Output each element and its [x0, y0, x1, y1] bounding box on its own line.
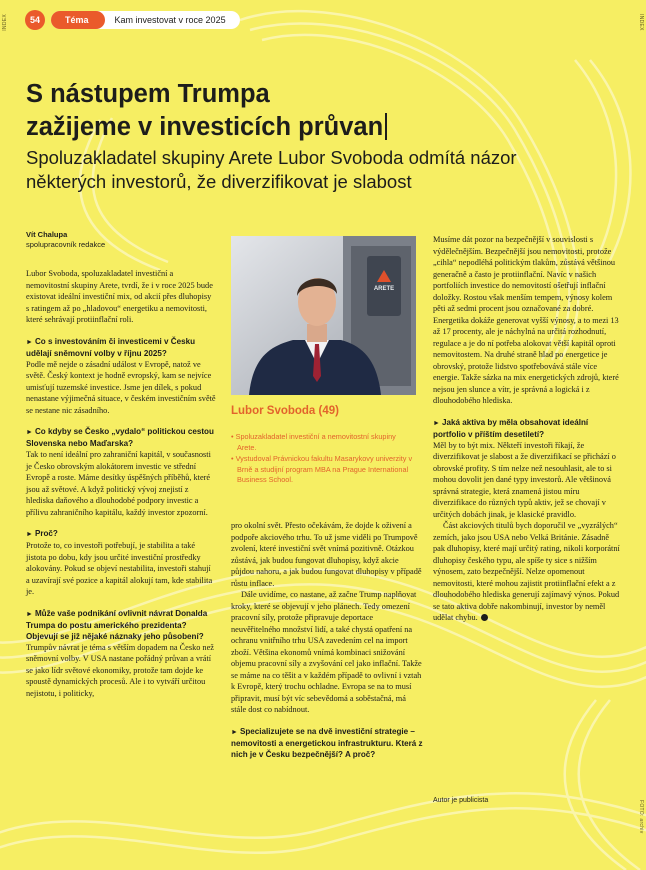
question: ► Proč? — [26, 529, 58, 538]
answer: Podle mě nejde o zásadní událost v Evropě, natož ve světě. Český kontext je hodně evropský, kam se nejvíce umisťují tuzemské investice. Jsme jen dílek, s pokud nenastane výjimečná situace, v českém investičním světě se nestane nic zásadního. — [26, 359, 216, 415]
portrait-photo — [231, 236, 416, 395]
author-role: spolupracovník redakce — [26, 240, 106, 249]
question: ► Co kdyby se Česko „vydalo“ politickou cestou Slovenska nebo Maďarska? — [26, 427, 214, 448]
arrow-icon: ► — [26, 429, 33, 436]
building-sign-text: ARETE — [373, 286, 395, 292]
answer: Musíme dát pozor na bezpečnější v souvislosti s výdělečnějším. Bezpečnější jsou nemovitosti, protože „cihla“ nepodléhá politickým tlakům, zůstává většinou generačně a často je protiinflační. Navíc v našich portfoliích investice do nemovitostí ošetřují inflační doložky. Rostou však menším tempem, výnosy kolem pěti až sedmi procent jsou označované za dobré. Energetika dokáže generovat vyšší výnosy, a to mezi 13 až 17 procenty, ale je náchylná na určitá rozhodnutí, regulace a je do ní potřeba alokovat větší kapitál oproti nemovitostem. Na druhé straně hlad po energetice je obrovský, protože lidstvo spotřebovává stále více energie. Takže sázka na mix energetických zdrojů, které nejsou jen slunce a vítr, je správná a logická i z dlouhodobého hlediska. — [433, 235, 619, 405]
headline-line-2: zažijeme v investicích průvan — [26, 113, 384, 141]
author-note: Autor je publicista — [433, 797, 489, 804]
paragraph: Dále uvidíme, co nastane, až začne Trump naplňovat kroky, které se objevují v jeho plánech. Tedy omezení pracovní síly, protože připravuje deportace neuvěřitelného množství lidí, a také chystá opatření na ochranu vnitřního trhu USA zavedením cel na import zboží. Většina ekonomů vnímá kombinaci snižování objemu pracovní síly a zvyšování cel jako inflační. Takže se máme na co těšit a v každém případě to ovlivní i vztah k Evropě, který trochu ochladne. Evropa se na to musí připravit, musí být víc sebevědomá a soběstačná, má stále dost co nabídnout. — [231, 590, 422, 714]
answer: Trumpův návrat je téma s větším dopadem na Česko než sněmovní volby. V USA nastane pořádný průvan a vrátí se jako lídr světové ekonomiky, protože tam dojde ke spoustě dynamických procesů. Ale i to vytváří určitou nejistotu, i politicky, — [26, 642, 214, 698]
arrow-icon: ► — [433, 419, 440, 427]
topic-label: Kam investovat v roce 2025 — [114, 15, 226, 25]
author-name: Vít Chalupa — [26, 230, 68, 239]
question: ► Může vaše podnikání ovlivnit návrat Donalda Trumpa do postu amerického prezidenta? Objevují se již nějaké náznaky jeho působení? — [26, 608, 208, 641]
answer: Tak to není ideální pro zahraniční kapitál, v současnosti je Česko obrovským alokátorem investic ve střední Evropě a roste. Máme desítky úspěšných příběhů, které jsou až světové. A když politický vývoj znejistí z hlediska daňového a dlouhodobé podpory investic a přílivu zahraničního kapitálu, každý investor zpozorní. — [26, 450, 211, 517]
answer: Měl by to být mix. Někteří investoři říkají, že diverzifikovat je slabost a že diverzifikací se přichází o obrovské profity. S tím nelze než nesouhlasit, ale to si mohou dovolit jen dané typy investorů. Ale většinová správná strategie, která znamená jistou míru diverzifikace do různých typů aktiv, jež se chovají v určitých dobách jinak, je klasické pravidlo. — [433, 440, 616, 519]
page-number-badge: 54 — [25, 10, 45, 30]
edge-label-right: INDEX — [638, 14, 644, 31]
edge-label-left: INDEX — [2, 14, 8, 31]
arrow-icon: ► — [231, 728, 238, 736]
profile-fact: • Spoluzakladatel investiční a nemovitostní skupiny Arete. — [231, 432, 396, 452]
text-cursor — [385, 113, 387, 140]
paragraph: pro okolní svět. Přesto očekávám, že dojde k oživení a podpoře akciového trhu. To už jsme viděli po Trumpově zvolení, které investiční svět vnímá pozitivně. Otázkou zůstává, jak budou fungovat dluhopisy, když akcie půjdou nahoru, a jak budou fungovat dluhopisy v případě růstu inflace. — [231, 521, 422, 588]
arrow-icon: ► — [26, 338, 33, 346]
question: ► Jaká aktiva by měla obsahovat ideální portfolio v příštím desetiletí? — [433, 417, 589, 439]
photo-credit: FOTO: archiv — [638, 800, 644, 834]
arrow-icon: ► — [26, 610, 33, 618]
profile-name: Lubor Svoboda (49) — [231, 405, 339, 417]
answer: Protože to, co investoři potřebují, je stabilita a také jistota po dobu, kdy jsou určité investiční prostředky alokovány. Pokud se objeví nestabilita, investoři stahují a uzavírají své pozice a kapitál alokují tam, kde stabilita je. — [26, 541, 213, 596]
end-of-article-icon — [481, 614, 488, 621]
question: ► Specializujete se na dvě investiční strategie – nemovitosti a energetickou infrastrukturu. Která z nich je v Česku bezpečnější? A proč? — [231, 726, 423, 759]
article-column-3 — [433, 234, 623, 624]
header-bar — [25, 10, 240, 30]
profile-facts — [231, 432, 416, 487]
intro-paragraph: Lubor Svoboda, spoluzakladatel investiční a nemovitostní skupiny Arete, tvrdí, že i v roce 2025 bude existovat ideální investiční mix, od akcií přes dluhopisy s ratingem až po „hladovou“ energetiku a nemovitosti, které sehrávají protiinflační roli. — [26, 269, 213, 324]
profile-fact: • Vystudoval Právnickou fakultu Masarykovy univerzity v Brně a studijní program MBA na Prague International Business School. — [231, 454, 413, 484]
headline-line-1: S nástupem Trumpa — [26, 80, 270, 108]
article-column-1 — [26, 268, 216, 699]
portrait-illustration — [231, 236, 416, 395]
arrow-icon: ► — [26, 531, 33, 538]
page-title — [26, 78, 466, 144]
section-label: Téma — [51, 11, 105, 29]
article-column-2 — [231, 520, 423, 760]
question: ► Co s investováním či investicemi v Česku udělají sněmovní volby v říjnu 2025? — [26, 336, 196, 358]
section-tag — [51, 11, 240, 29]
answer-continued: Část akciových titulů bych doporučil ve „vyzrálých“ zemích, jako jsou USA nebo Velká Británie. Zásadně pak dluhopisy, které mají určitý rating, nikoli korporátní dluhopisy českého typu, ale spíše ty sice s nižším výnosem, zato bezpečnější. Nelze opomenout nemovitosti, které mohou zajistit protiinflační efekt a z dlouhodobého hlediska generují zajímavý výnos. Pokud se tato aktiva dobře nakombinují, investor by neměl udělat chybu. — [433, 521, 620, 622]
subheadline: Spoluzakladatel skupiny Arete Lubor Svoboda odmítá názor některých investorů, že diverzifikovat je slabost — [26, 147, 517, 192]
byline — [26, 230, 105, 250]
